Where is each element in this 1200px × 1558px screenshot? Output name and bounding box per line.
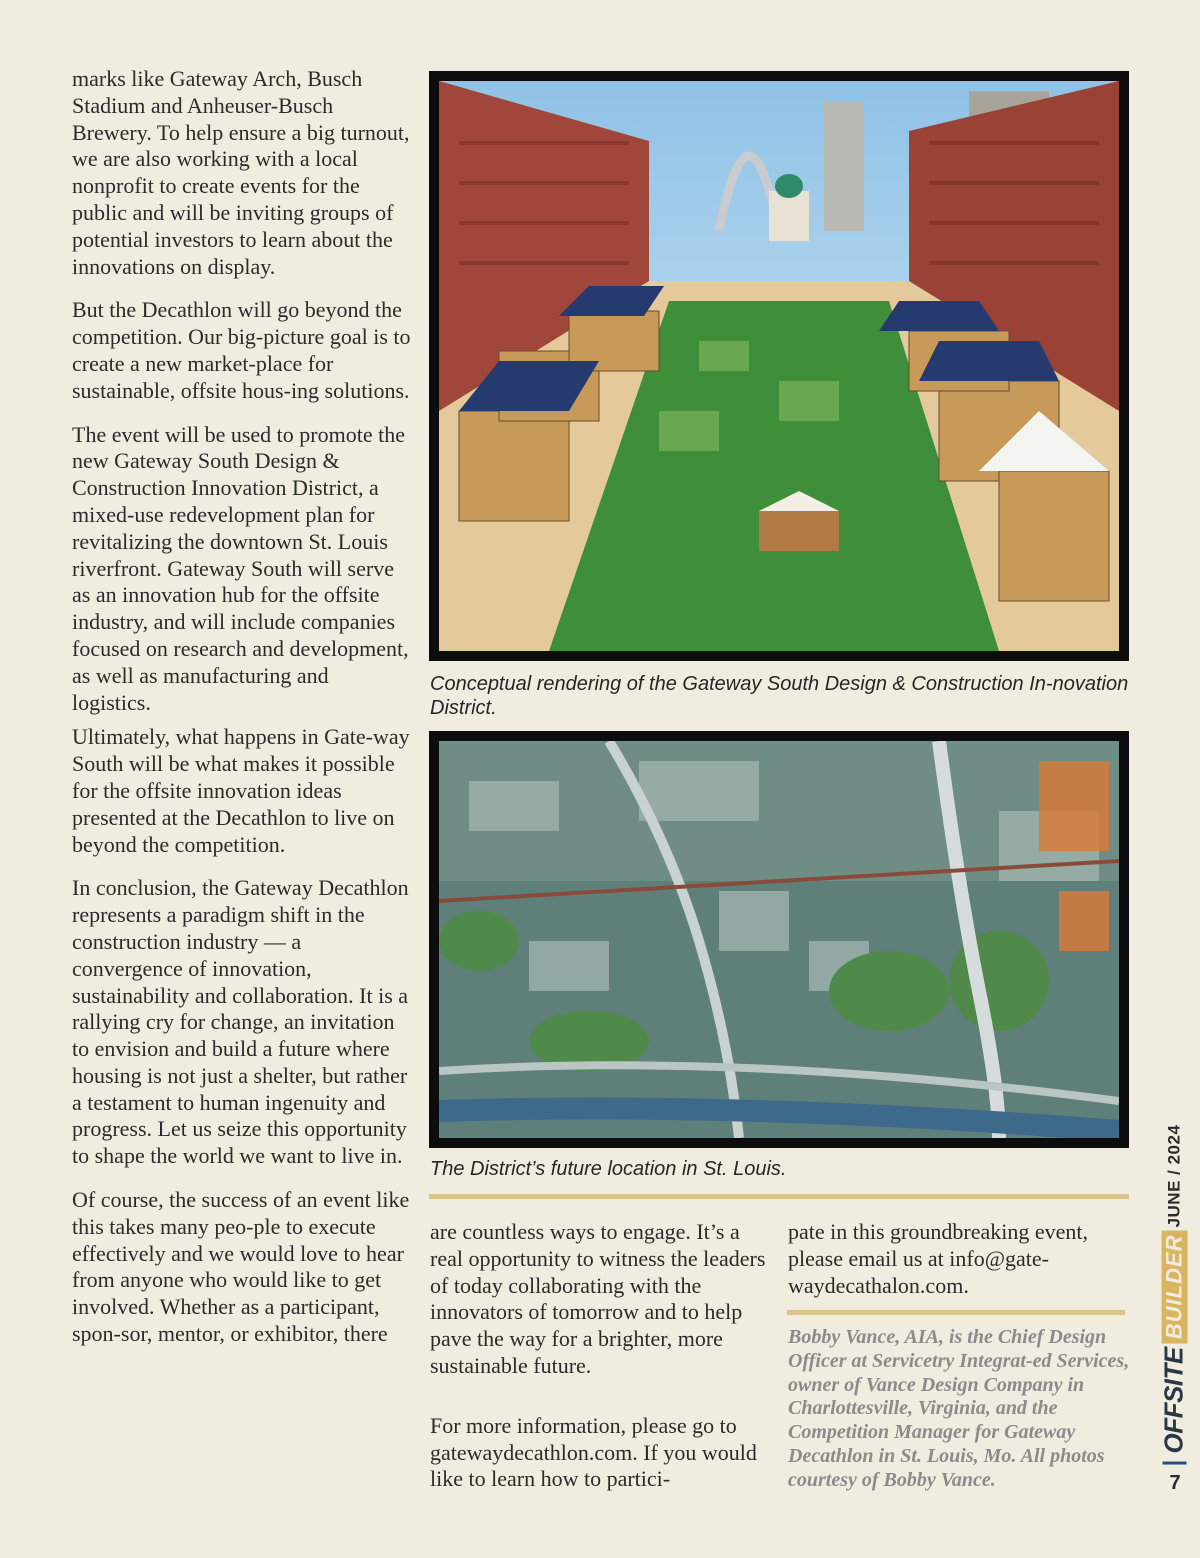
paragraph: marks like Gateway Arch, Busch Stadium and Anheuser-Busch Brewery. To help ensure a big turnout, we are also working with a local nonprofit to create events for the public and will be inviting groups of potential investors to learn about the innovations on display.: [72, 66, 410, 279]
bio-divider: [787, 1310, 1125, 1315]
district-rendering-image: [439, 81, 1119, 651]
figure-caption: Conceptual rendering of the Gateway South Design & Construction In-novation District.: [430, 673, 1129, 719]
issue-date-text: JUNE / 2024: [1164, 1124, 1183, 1228]
district-rendering-photo: [429, 71, 1129, 661]
figure-caption: The District’s future location in St. Louis.: [430, 1158, 787, 1180]
paragraph: In conclusion, the Gateway Decathlon represents a paradigm shift in the construction industry — a convergence of innovation, sustainability and collaboration. It is a rallying cry for change, an invitation to envision and build a future where housing is not just a shelter, but rather a testament to human ingenuity and progress. Let us seize this opportunity to shape the world we want to live in.: [72, 875, 409, 1169]
paragraph: But the Decathlon will go beyond the competition. Our big-picture goal is to create a new market-place for sustainable, offsite hous-ing solutions.: [72, 297, 411, 403]
paragraph: Ultimately, what happens in Gate-way South will be what makes it possible for the offsite innovation ideas presented at the Decathlon to live on beyond the competition.: [72, 724, 410, 857]
page-number: 7: [1169, 1472, 1181, 1494]
article-middle-column: [430, 1219, 775, 1526]
article-left-column: [72, 66, 412, 1365]
logo-builder-text: BUILDER: [1161, 1230, 1187, 1343]
logo-offsite-text: OFFSITE: [1158, 1346, 1189, 1454]
paragraph: For more information, please go to gatewaydecathlon.com. If you would like to learn how to partici-: [430, 1412, 757, 1492]
magazine-logo: [1155, 1232, 1193, 1462]
paragraph: are countless ways to engage. It’s a real opportunity to witness the leaders of today collaborating with the innovators of tomorrow and to help pave the way for a brighter, more sustainable future.: [430, 1219, 766, 1378]
aerial-location-photo: [429, 731, 1129, 1148]
logo-bar: [1162, 1461, 1186, 1464]
author-bio: Bobby Vance, AIA, is the Chief Design Officer at Servicetry Integrat-ed Services, owner of Vance Design Company in Charlottesville, Virginia, and the Competition Manager for Gateway Decathlon in St. Louis, Mo. All photos courtesy of Bobby Vance.: [788, 1326, 1130, 1491]
paragraph: pate in this groundbreaking event, please email us at info@gate-waydecathalon.com.: [788, 1219, 1088, 1298]
issue-date: [1157, 1124, 1191, 1228]
paragraph: The event will be used to promote the new Gateway South Design & Construction Innovation District, a mixed-use redevelopment plan for revitalizing the downtown St. Louis riverfront. Gateway South will serve as an innovation hub for the offsite industry, and will include companies focused on research and development, as well as manufacturing and logistics.: [72, 421, 409, 715]
paragraph: Of course, the success of an event like this takes many peo-ple to execute effectively and we would love to hear from anyone who would like to get involved. Whether as a participant, spon-sor, mentor, or exhibitor, there: [72, 1187, 410, 1347]
aerial-map-image: [439, 741, 1119, 1138]
section-divider: [429, 1194, 1129, 1199]
article-right-column: [788, 1219, 1128, 1299]
